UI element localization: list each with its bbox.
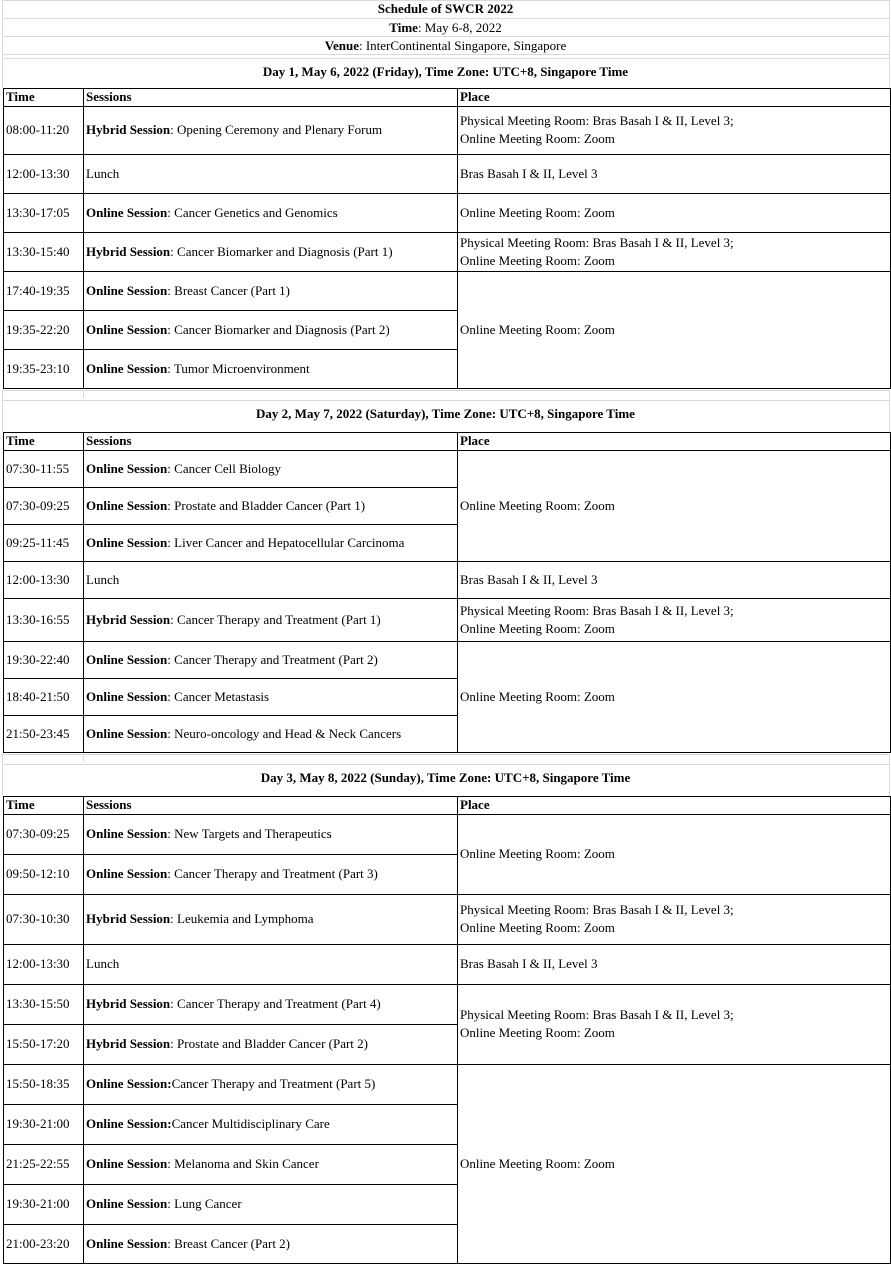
- session-type: Online Session: [86, 1196, 168, 1211]
- place-cell: [457, 154, 890, 193]
- session-time: 07:30-09:25: [6, 497, 70, 513]
- session-topic: : Cancer Biomarker and Diagnosis (Part 2): [167, 321, 390, 337]
- session-cell: [83, 1144, 457, 1184]
- time-cell: [3, 271, 83, 310]
- time-cell: [3, 1064, 83, 1104]
- session-type: Online Session: [86, 651, 168, 667]
- place-line: Online Meeting Room: Zoom: [460, 321, 615, 337]
- place-cell: [457, 450, 890, 561]
- time-cell: [3, 193, 83, 232]
- grid-line: [3, 310, 457, 311]
- grid-line: [457, 193, 891, 194]
- time-cell: [3, 715, 83, 752]
- session-cell: [83, 984, 457, 1024]
- session-time: 19:30-21:00: [6, 1196, 70, 1211]
- session-cell: [83, 232, 457, 271]
- session-type: Hybrid Session: [86, 1036, 171, 1051]
- grid-line: [457, 154, 891, 155]
- session-topic: : Tumor Microenvironment: [167, 360, 310, 376]
- place-lines: [460, 901, 734, 937]
- session-topic: Cancer Therapy and Treatment (Part 5): [171, 1076, 376, 1091]
- grid-line: [3, 432, 891, 433]
- schedule-time: [2, 20, 889, 36]
- session-topic: : Melanoma and Skin Cancer: [167, 1156, 319, 1171]
- grid-line: [3, 854, 457, 855]
- session-cell: [83, 1024, 457, 1064]
- session-type: Online Session: [86, 725, 168, 741]
- session-time: 09:50-12:10: [6, 866, 70, 881]
- session-time: 19:30-22:40: [6, 651, 70, 667]
- grid-line: [457, 944, 891, 945]
- session-type: Online Session: [86, 460, 168, 476]
- place-line: Online Meeting Room: Zoom: [460, 1025, 615, 1040]
- session-topic: : Opening Ceremony and Plenary Forum: [170, 122, 383, 137]
- grid-line: [3, 678, 457, 679]
- place-cell: [457, 894, 890, 944]
- grid-line: [457, 1064, 891, 1065]
- place-lines: [460, 234, 734, 270]
- time-cell: [3, 984, 83, 1024]
- column-header-time-label: Time: [6, 797, 35, 812]
- session-type: Online Session: [86, 826, 168, 841]
- grid-line: [83, 754, 84, 762]
- session-cell: [83, 310, 457, 349]
- grid-line: [3, 388, 457, 389]
- grid-line: [3, 641, 457, 642]
- grid-line: [3, 715, 457, 716]
- session-time: 12:00-13:30: [6, 165, 70, 181]
- grid-line: [3, 598, 457, 599]
- session-cell: [83, 678, 457, 715]
- session-time: 15:50-18:35: [6, 1076, 70, 1091]
- day-title: Day 2, May 7, 2022 (Saturday), Time Zone: UTC+8, Singapore Time: [256, 406, 635, 421]
- session-topic: : Leukemia and Lymphoma: [170, 911, 314, 926]
- session-type: Online Session: [86, 497, 168, 513]
- session-cell: [83, 154, 457, 193]
- session-topic: : Prostate and Bladder Cancer (Part 1): [167, 497, 366, 513]
- grid-line: [83, 432, 84, 753]
- session-type: Online Session: [86, 1156, 168, 1171]
- grid-line: [3, 1184, 457, 1185]
- time-cell: [3, 1104, 83, 1144]
- place-line: Online Meeting Room: Zoom: [460, 620, 615, 636]
- session-time: 19:30-21:00: [6, 1116, 70, 1131]
- time-cell: [3, 1024, 83, 1064]
- session-time: 07:30-11:55: [6, 460, 70, 476]
- place-line: Online Meeting Room: Zoom: [460, 846, 615, 861]
- session-time: 17:40-19:35: [6, 282, 70, 298]
- time-cell: [3, 349, 83, 388]
- grid-line: [457, 641, 891, 642]
- grid-line: [3, 1104, 457, 1105]
- session-time: 08:00-11:20: [6, 122, 70, 137]
- session-topic: : Cancer Biomarker and Diagnosis (Part 1): [170, 243, 393, 259]
- schedule-venue: [2, 38, 889, 54]
- grid-line: [3, 944, 457, 945]
- grid-line: [2, 0, 889, 1]
- grid-line: [3, 1024, 457, 1025]
- grid-line: [83, 390, 84, 398]
- session-topic: : Breast Cancer (Part 2): [167, 1236, 291, 1251]
- session-cell: [83, 598, 457, 641]
- session-topic: : Neuro-oncology and Head & Neck Cancers: [167, 725, 402, 741]
- time-cell: [3, 106, 83, 154]
- column-header-sessions-label: Sessions: [86, 89, 132, 104]
- place-lines: [460, 845, 615, 863]
- grid-line: [3, 193, 457, 194]
- session-topic: Lunch: [86, 956, 120, 971]
- grid-line: [457, 894, 891, 895]
- session-topic: : Liver Cancer and Hepatocellular Carcinoma: [167, 534, 405, 550]
- session-topic: : Cancer Therapy and Treatment (Part 2): [167, 651, 378, 667]
- session-time: 18:40-21:50: [6, 688, 70, 704]
- place-line: Physical Meeting Room: Bras Basah I & II, Level 3;: [460, 234, 734, 250]
- time-cell: [3, 854, 83, 894]
- grid-line: [457, 432, 458, 753]
- session-time: 13:30-17:05: [6, 204, 70, 220]
- grid-line: [457, 561, 891, 562]
- grid-line: [3, 752, 457, 753]
- session-topic: Lunch: [86, 571, 120, 587]
- session-time: 19:35-22:20: [6, 321, 70, 337]
- grid-line: [2, 400, 889, 401]
- grid-line: [3, 450, 891, 451]
- place-line: Physical Meeting Room: Bras Basah I & II, Level 3;: [460, 902, 734, 917]
- session-topic: : Cancer Metastasis: [167, 688, 270, 704]
- grid-line: [3, 106, 891, 107]
- place-lines: [460, 688, 615, 706]
- session-cell: [83, 894, 457, 944]
- day-title: Day 1, May 6, 2022 (Friday), Time Zone: UTC+8, Singapore Time: [262, 64, 629, 79]
- place-lines: [460, 321, 615, 339]
- place-line: Online Meeting Room: Zoom: [460, 688, 615, 704]
- session-time: 15:50-17:20: [6, 1036, 70, 1051]
- session-time: 21:50-23:45: [6, 725, 70, 741]
- place-cell: [457, 641, 890, 752]
- session-type: Hybrid Session: [86, 911, 171, 926]
- time-cell: [3, 1144, 83, 1184]
- column-header-time-label: Time: [6, 89, 35, 104]
- session-topic: : Cancer Therapy and Treatment (Part 3): [167, 866, 378, 881]
- session-time: 07:30-09:25: [6, 826, 70, 841]
- place-lines: [460, 497, 615, 515]
- grid-line: [3, 561, 457, 562]
- grid-line: [3, 894, 457, 895]
- grid-line: [457, 796, 458, 1264]
- session-time: 12:00-13:30: [6, 571, 70, 587]
- place-line: Online Meeting Room: Zoom: [460, 131, 615, 146]
- column-header-place: [457, 432, 890, 450]
- place-lines: [460, 165, 598, 183]
- place-line: Online Meeting Room: Zoom: [460, 920, 615, 935]
- session-time: 13:30-15:50: [6, 996, 70, 1011]
- session-cell: [83, 193, 457, 232]
- column-header-sessions-label: Sessions: [86, 433, 132, 448]
- session-type: Online Session: [86, 204, 168, 220]
- session-cell: [83, 487, 457, 524]
- session-topic: : Cancer Genetics and Genomics: [167, 204, 338, 220]
- session-time: 21:00-23:20: [6, 1236, 70, 1251]
- session-cell: [83, 814, 457, 854]
- session-time: 07:30-10:30: [6, 911, 70, 926]
- grid-line: [889, 754, 890, 796]
- place-lines: [460, 571, 598, 589]
- grid-line: [3, 1064, 457, 1065]
- place-cell: [457, 1064, 890, 1264]
- session-cell: [83, 641, 457, 678]
- column-header-sessions: [83, 88, 457, 106]
- grid-line: [3, 232, 457, 233]
- time-cell: [3, 524, 83, 561]
- grid-line: [3, 796, 891, 797]
- session-topic: : Breast Cancer (Part 1): [167, 282, 291, 298]
- session-type: Online Session: [86, 282, 168, 298]
- place-cell: [457, 106, 890, 154]
- column-header-time: [3, 88, 83, 106]
- grid-line: [2, 54, 889, 55]
- session-time: 13:30-16:55: [6, 611, 70, 627]
- grid-line: [3, 1224, 457, 1225]
- grid-line: [3, 88, 891, 89]
- place-lines: [460, 602, 734, 638]
- session-cell: [83, 715, 457, 752]
- grid-line: [3, 432, 4, 753]
- session-cell: [83, 271, 457, 310]
- place-line: Online Meeting Room: Zoom: [460, 1156, 615, 1171]
- place-lines: [460, 955, 598, 973]
- column-header-place: [457, 88, 890, 106]
- column-header-time-label: Time: [6, 433, 35, 448]
- column-header-sessions: [83, 432, 457, 450]
- session-type: Hybrid Session: [86, 611, 171, 627]
- time-cell: [3, 487, 83, 524]
- time-cell: [3, 561, 83, 598]
- grid-line: [3, 88, 4, 389]
- column-header-time: [3, 796, 83, 814]
- place-cell: [457, 814, 890, 894]
- session-topic: : Cancer Cell Biology: [167, 460, 282, 476]
- time-cell: [3, 154, 83, 193]
- session-cell: [83, 854, 457, 894]
- place-cell: [457, 944, 890, 984]
- place-line: Physical Meeting Room: Bras Basah I & II, Level 3;: [460, 602, 734, 618]
- grid-line: [457, 88, 458, 389]
- grid-line: [2, 754, 889, 755]
- session-type: Online Session: [86, 688, 168, 704]
- session-topic: : New Targets and Therapeutics: [167, 826, 332, 841]
- session-cell: [83, 450, 457, 487]
- session-topic: Cancer Multidisciplinary Care: [171, 1116, 330, 1131]
- place-line: Online Meeting Room: Zoom: [460, 252, 615, 268]
- session-type: Online Session: [86, 866, 168, 881]
- grid-line: [457, 598, 891, 599]
- session-cell: [83, 1104, 457, 1144]
- column-header-place-label: Place: [460, 89, 490, 104]
- session-time: 12:00-13:30: [6, 956, 70, 971]
- grid-line: [889, 390, 890, 432]
- place-line: Online Meeting Room: Zoom: [460, 204, 615, 220]
- place-cell: [457, 232, 890, 271]
- place-line: Bras Basah I & II, Level 3: [460, 165, 598, 181]
- column-header-place-label: Place: [460, 433, 490, 448]
- session-topic: : Lung Cancer: [167, 1196, 242, 1211]
- time-label: Time: [389, 20, 418, 35]
- place-line: Physical Meeting Room: Bras Basah I & II, Level 3;: [460, 113, 734, 128]
- column-header-sessions: [83, 796, 457, 814]
- place-lines: [460, 1006, 734, 1042]
- venue-label: Venue: [324, 38, 359, 53]
- place-line: Bras Basah I & II, Level 3: [460, 571, 598, 587]
- grid-line: [457, 271, 891, 272]
- session-type: Hybrid Session: [86, 122, 171, 137]
- grid-line: [3, 154, 457, 155]
- grid-line: [3, 984, 457, 985]
- session-cell: [83, 106, 457, 154]
- session-cell: [83, 1064, 457, 1104]
- place-cell: [457, 984, 890, 1064]
- session-topic: : Prostate and Bladder Cancer (Part 2): [170, 1036, 368, 1051]
- grid-line: [3, 271, 457, 272]
- grid-line: [2, 18, 889, 19]
- grid-line: [2, 764, 889, 765]
- grid-line: [3, 796, 4, 1264]
- grid-line: [2, 36, 889, 37]
- grid-line: [3, 1144, 457, 1145]
- session-cell: [83, 561, 457, 598]
- place-line: Online Meeting Room: Zoom: [460, 497, 615, 513]
- time-cell: [3, 450, 83, 487]
- time-cell: [3, 678, 83, 715]
- session-type: Hybrid Session: [86, 996, 171, 1011]
- grid-line: [3, 349, 457, 350]
- column-header-sessions-label: Sessions: [86, 797, 132, 812]
- session-type: Online Session: [86, 534, 168, 550]
- place-line: Physical Meeting Room: Bras Basah I & II, Level 3;: [460, 1007, 734, 1022]
- session-cell: [83, 1224, 457, 1264]
- schedule-title: Schedule of SWCR 2022: [377, 1, 514, 16]
- session-type: Hybrid Session: [86, 243, 171, 259]
- session-topic: : Cancer Therapy and Treatment (Part 1): [170, 611, 381, 627]
- session-topic: Lunch: [86, 165, 120, 181]
- session-cell: [83, 944, 457, 984]
- time-cell: [3, 232, 83, 271]
- time-cell: [3, 641, 83, 678]
- place-cell: [457, 193, 890, 232]
- column-header-place-label: Place: [460, 797, 490, 812]
- grid-line: [2, 390, 889, 391]
- time-value: : May 6-8, 2022: [417, 20, 502, 35]
- session-type: Online Session:: [86, 1076, 172, 1091]
- place-lines: [460, 112, 734, 148]
- grid-line: [457, 752, 891, 753]
- grid-line: [83, 796, 84, 1264]
- grid-line: [3, 524, 457, 525]
- grid-line: [83, 88, 84, 389]
- grid-line: [889, 0, 890, 88]
- time-cell: [3, 814, 83, 854]
- time-cell: [3, 598, 83, 641]
- place-line: Bras Basah I & II, Level 3: [460, 956, 598, 971]
- venue-value: : InterContinental Singapore, Singapore: [358, 38, 567, 53]
- session-time: 13:30-15:40: [6, 243, 70, 259]
- session-type: Online Session: [86, 321, 168, 337]
- time-cell: [3, 894, 83, 944]
- session-type: Online Session: [86, 1236, 168, 1251]
- place-cell: [457, 561, 890, 598]
- grid-line: [2, 58, 889, 59]
- session-type: Online Session: [86, 360, 168, 376]
- session-topic: : Cancer Therapy and Treatment (Part 4): [170, 996, 381, 1011]
- time-cell: [3, 1184, 83, 1224]
- column-header-place: [457, 796, 890, 814]
- place-cell: [457, 598, 890, 641]
- grid-line: [3, 487, 457, 488]
- column-header-time: [3, 432, 83, 450]
- grid-line: [457, 388, 891, 389]
- grid-line: [3, 814, 891, 815]
- time-cell: [3, 944, 83, 984]
- grid-line: [457, 232, 891, 233]
- session-cell: [83, 524, 457, 561]
- place-lines: [460, 204, 615, 222]
- session-time: 09:25-11:45: [6, 534, 70, 550]
- grid-line: [457, 984, 891, 985]
- session-cell: [83, 1184, 457, 1224]
- time-cell: [3, 310, 83, 349]
- session-time: 19:35-23:10: [6, 360, 70, 376]
- time-cell: [3, 1224, 83, 1264]
- session-time: 21:25-22:55: [6, 1156, 70, 1171]
- session-type: Online Session:: [86, 1116, 172, 1131]
- place-cell: [457, 271, 890, 388]
- day-title: Day 3, May 8, 2022 (Sunday), Time Zone: UTC+8, Singapore Time: [260, 770, 631, 785]
- place-lines: [460, 1155, 615, 1173]
- session-cell: [83, 349, 457, 388]
